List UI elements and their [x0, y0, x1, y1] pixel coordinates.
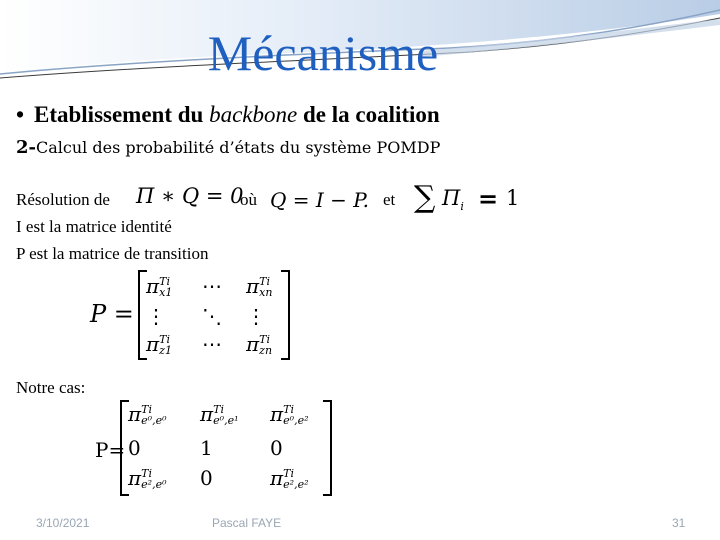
transition-line: P est la matrice de transition [16, 244, 209, 263]
identity-line: I est la matrice identité [16, 217, 172, 236]
matrix-general-cell-sup: Ti [159, 333, 171, 347]
matrix-general-cell-base: π [246, 274, 260, 298]
pi-i [442, 186, 464, 213]
equation-pi-q: Π ∗ Q = 0 [136, 184, 244, 208]
matrix-general-cell-base: ⋯ [202, 332, 222, 356]
pi-i-base: Π [442, 186, 461, 210]
sum-symbol: ∑ [414, 180, 436, 215]
subheading-text: Calcul des probabilité d’états du système POMDP [36, 138, 441, 157]
matrix-general-cell-0-2 [246, 274, 272, 298]
matrix-case-cell-sup: Ti [141, 403, 153, 417]
matrix-case-cell-sub: e⁰,e⁰ [141, 413, 167, 427]
matrix-case-cell-2-1 [200, 466, 213, 490]
resolution-label: Résolution de [16, 190, 110, 209]
matrix-case-cell-0-0 [128, 402, 167, 426]
matrix-general-cell-2-0 [146, 332, 172, 356]
matrix-general-cell-indices [259, 335, 272, 356]
matrix-general-cell-0-0 [146, 274, 172, 298]
matrix-general-cell-indices [159, 335, 172, 356]
slide-title: Mécanisme [207, 25, 439, 81]
matrix-general-cell-sub: zn [259, 343, 273, 357]
notre-cas-label: Notre cas: [16, 378, 86, 397]
matrix-case-cell-2-0 [128, 466, 167, 490]
matrix-case-cell-base: 1 [200, 436, 213, 460]
matrix-general-cell-base: ⋮ [146, 304, 166, 328]
matrix-general-cell-base: π [146, 274, 160, 298]
matrix-case-cell-indices [141, 469, 166, 490]
matrix-general-cell-sub: x1 [159, 285, 173, 299]
subheading [16, 137, 440, 158]
matrix-general-cell-sup: Ti [159, 275, 171, 289]
matrix-case-lhs: P= [95, 438, 126, 462]
matrix-case-cell-indices [213, 405, 238, 426]
matrix-case-cell-0-1 [200, 402, 239, 426]
matrix-case-cell-sup: Ti [213, 403, 225, 417]
matrix-case-cell-indices [283, 405, 308, 426]
matrix-general-cell-0-1 [202, 274, 222, 298]
matrix-general-cell-base: ⋯ [202, 274, 222, 298]
footer-author: Pascal FAYE [212, 516, 282, 530]
matrix-case-cell-base: 0 [200, 466, 213, 490]
matrix-case-cell-base: 0 [128, 436, 141, 460]
footer-page-number: 31 [672, 516, 686, 530]
bullet-marker: • [16, 102, 25, 127]
matrix-general-cell-indices [259, 277, 272, 298]
matrix-general-cell-base: π [146, 332, 160, 356]
matrix-case-cell-base: π [128, 466, 142, 490]
matrix-case-cell-indices [283, 469, 308, 490]
matrix-general-cell-sub: xn [259, 285, 273, 299]
matrix-case-cell-base: 0 [270, 436, 283, 460]
matrix-general-lhs: P = [90, 300, 134, 328]
matrix-case-cell-base: π [200, 402, 214, 426]
matrix-case-cell-2-2 [270, 466, 309, 490]
matrix-general-cell-base: ⋮ [246, 304, 266, 328]
matrix-case-cell-sub: e⁰,e² [283, 413, 309, 427]
bullet-heading [16, 102, 440, 128]
bullet-text-after: de la coalition [297, 102, 440, 127]
matrix-case [120, 400, 332, 496]
matrix-case-cell-1-1 [200, 436, 213, 460]
matrix-bracket-right [323, 400, 332, 496]
footer-date: 3/10/2021 [36, 516, 90, 530]
equation-q-def: Q = I − P. [270, 188, 370, 212]
matrix-case-cell-0-2 [270, 402, 309, 426]
matrix-case-cell-sup: Ti [141, 467, 153, 481]
word-et: et [383, 190, 396, 209]
matrix-general-cell-2-1 [202, 332, 222, 356]
matrix-general-cell-1-0 [146, 304, 166, 328]
matrix-general-cell-sup: Ti [259, 275, 271, 289]
matrix-general-cell-indices [159, 277, 172, 298]
value-one: 1 [506, 186, 520, 210]
matrix-general-cell-sup: Ti [259, 333, 271, 347]
matrix-general-cell-1-1 [202, 304, 222, 328]
bullet-text-italic: backbone [209, 102, 298, 127]
matrix-case-cell-base: π [128, 402, 142, 426]
equals-sign: = [478, 184, 499, 213]
matrix-case-cell-sub: e⁰,e¹ [213, 413, 239, 427]
matrix-case-cell-1-0 [128, 436, 141, 460]
word-ou: où [240, 190, 257, 209]
bullet-text-before: Etablissement du [34, 102, 210, 127]
pi-i-sub: i [460, 200, 464, 214]
matrix-case-cell-sup: Ti [283, 467, 295, 481]
matrix-case-cell-sup: Ti [283, 403, 295, 417]
matrix-case-cell-base: π [270, 402, 284, 426]
matrix-general-cell-sub: z1 [159, 343, 172, 357]
matrix-case-cell-sub: e²,e² [283, 477, 309, 491]
subheading-number: 2- [16, 137, 36, 158]
matrix-general [138, 270, 290, 360]
matrix-general-cell-1-2 [246, 304, 266, 328]
matrix-case-cell-base: π [270, 466, 284, 490]
matrix-general-cell-base: ⋱ [202, 304, 222, 328]
matrix-case-cell-indices [141, 405, 166, 426]
matrix-case-cell-sub: e²,e⁰ [141, 477, 167, 491]
matrix-bracket-right [281, 270, 290, 360]
matrix-general-cell-base: π [246, 332, 260, 356]
matrix-general-cell-2-2 [246, 332, 272, 356]
matrix-case-cell-1-2 [270, 436, 283, 460]
